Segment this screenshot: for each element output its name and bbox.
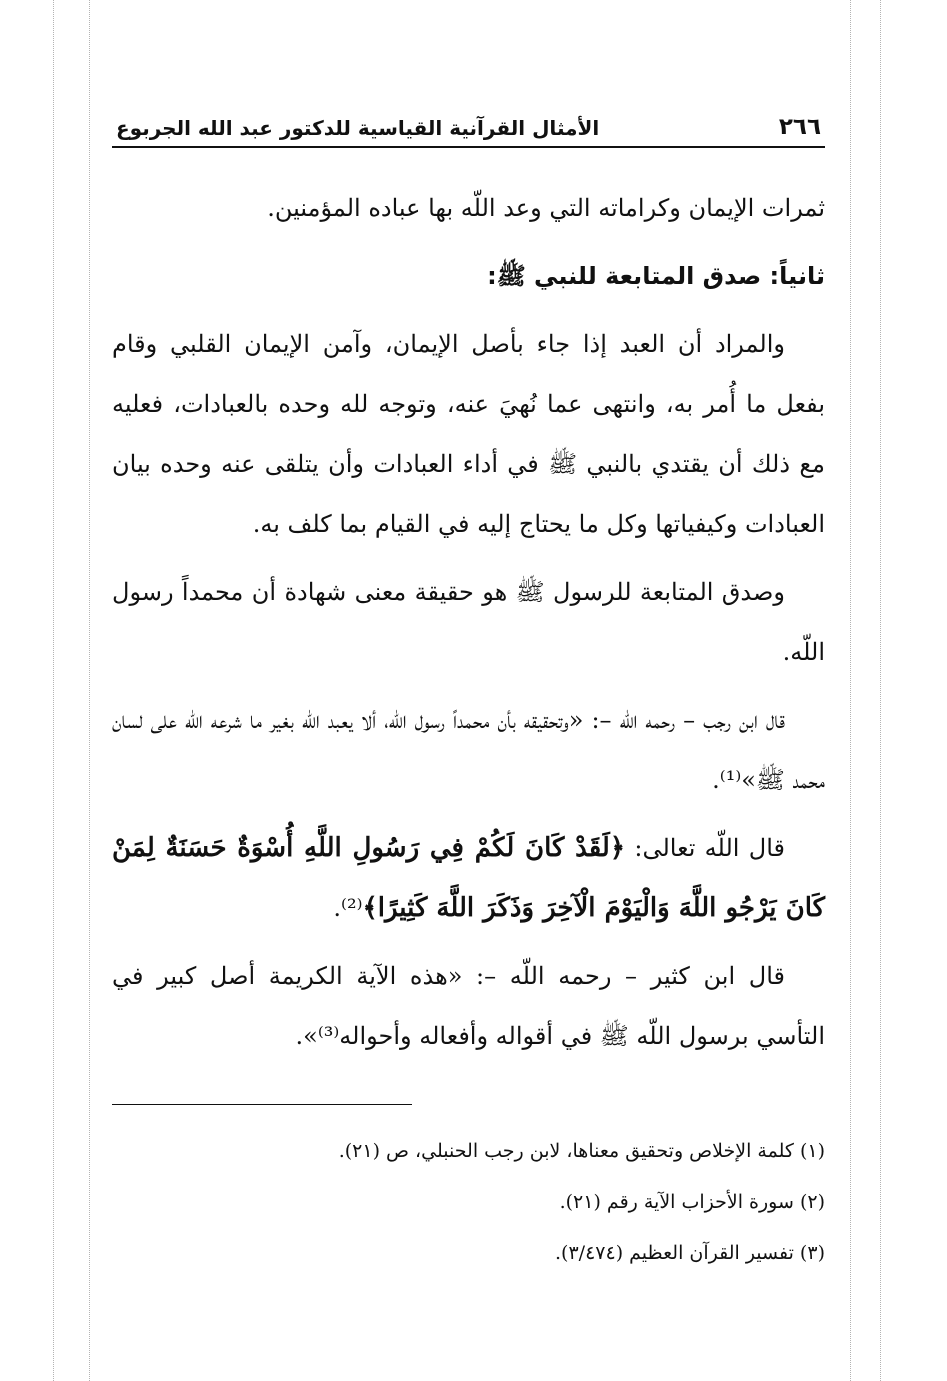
scan-artifact-line (89, 0, 90, 1381)
paragraph-definition: والمراد أن العبد إذا جاء بأصل الإيمان، وآمن الإيمان القلبي وقام بفعل ما أُمر به، وانتهى عما نُهيَ عنه، وتوجه لله وحده بالعبادات، فعليه مع ذلك أن يقتدي بالنبي ﷺ في أداء العبادات وأن يتلقى عنه وحده بيان العبادات وكيفياتها وكل ما يحتاج إليه في القيام بما كلف به. (112, 330, 825, 538)
running-title: الأمثال القرآنية القياسية للدكتور عبد الله الجربوع (116, 116, 600, 140)
scan-artifact-line (880, 0, 881, 1381)
footnote-item: (١) كلمة الإخلاص وتحقيق معناها، لابن رجب الحنبلي، ص (٢١). (338, 1140, 825, 1162)
paragraph-ibn-kathir-quote: قال ابن كثير – رحمه اللّه –: «هذه الآية الكريمة أصل كبير في التأسي برسول اللّه ﷺ في أقواله وأفعاله وأحواله⁽³⁾». (112, 962, 825, 1050)
book-page (112, 104, 825, 1074)
paragraph-quran-citation (112, 818, 825, 938)
quran-verse: ﴿لَقَدْ كَانَ لَكُمْ فِي رَسُولِ اللَّهِ أُسْوَةٌ حَسَنَةٌ لِمَنْ كَانَ يَرْجُو اللَّهَ وَالْيَوْمَ الْآخِرَ وَذَكَرَ اللَّهَ كَثِيرًا﴾ (112, 833, 825, 923)
paragraph-shahada: وصدق المتابعة للرسول ﷺ هو حقيقة معنى شهادة أن محمداً رسول اللّه. (112, 578, 825, 666)
main-text (112, 178, 825, 1066)
footnote-ref: ⁽²⁾. (333, 894, 363, 922)
running-header (112, 104, 825, 148)
page-number: ٢٦٦ (778, 114, 821, 140)
footnote-item: (٢) سورة الأحزاب الآية رقم (٢١). (559, 1191, 825, 1213)
footnotes (112, 1126, 825, 1279)
section-heading: ثانياً: صدق المتابعة للنبي ﷺ: (487, 262, 825, 290)
footnote-separator (112, 1104, 412, 1105)
quran-intro: قال اللّه تعالى: (625, 834, 786, 862)
scan-artifact-line (53, 0, 54, 1381)
scan-artifact-line (850, 0, 851, 1381)
paragraph-continuation: ثمرات الإيمان وكراماته التي وعد اللّه بها عباده المؤمنين. (267, 194, 825, 222)
footnote-item: (٣) تفسير القرآن العظيم (٣/٤٧٤). (555, 1242, 825, 1264)
paragraph-ibn-rajab-quote: قال ابن رجب – رحمه اللّه –: «وتحقيقه بأن محمداً رسول الله، ألا يعبد اللّه بغير ما شرعه اللّه على لسان محمد ﷺ»⁽¹⁾. (112, 706, 825, 794)
